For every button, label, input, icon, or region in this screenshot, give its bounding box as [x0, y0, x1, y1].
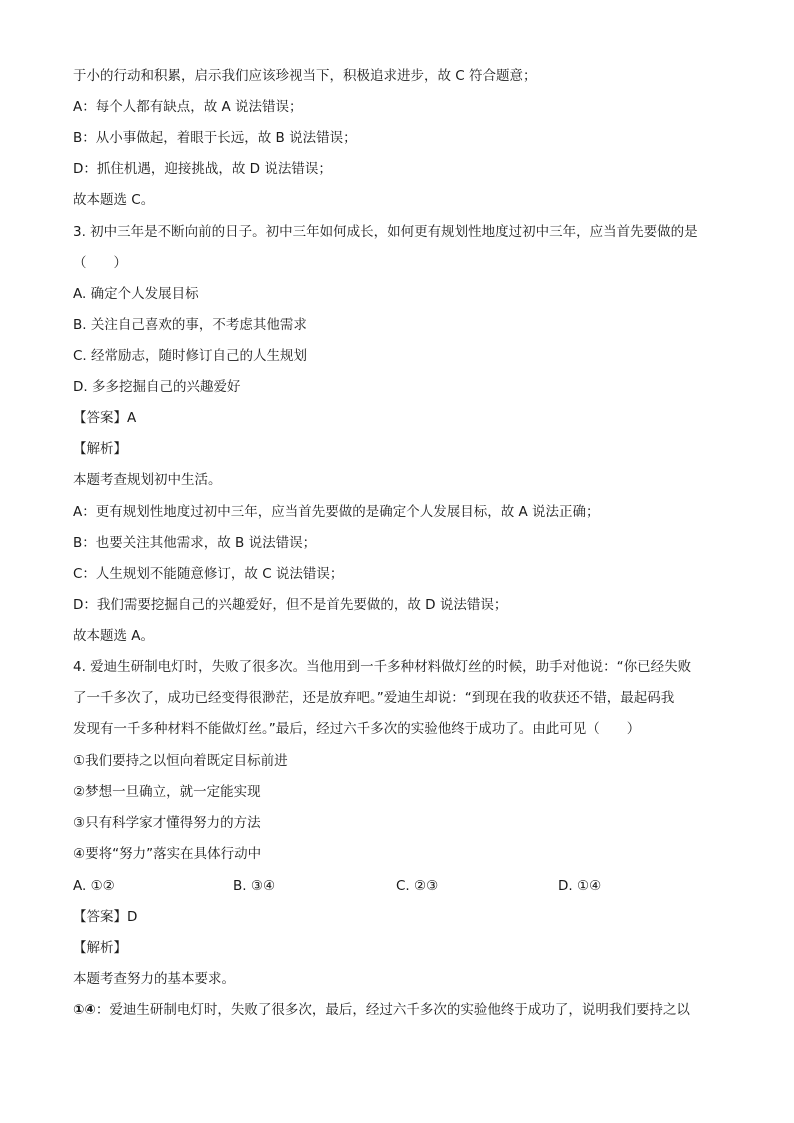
question-4-stem: 了一千多次了，成功已经变得很渺茫，还是放弃吧。”爱迪生却说：“到现在我的收获还不错，最起码我	[73, 690, 675, 706]
text-line: A：更有规划性地度过初中三年，应当首先要做的是确定个人发展目标，故 A 说法正确；	[73, 504, 600, 520]
option-b: B. 关注自己喜欢的事，不考虑其他需求	[73, 317, 307, 333]
text-line: 故本题选 C。	[73, 192, 155, 208]
text-line: A：每个人都有缺点，故 A 说法错误；	[73, 99, 303, 115]
answer-label: 【答案】A	[73, 410, 137, 426]
option-d: D. 多多挖掘自己的兴趣爱好	[73, 379, 241, 395]
choice-d: D. ①④	[558, 878, 602, 894]
choice-a: A. ①②	[73, 878, 115, 894]
option-c: C. 经常励志，随时修订自己的人生规划	[73, 348, 308, 364]
text-line	[73, 1000, 733, 1020]
text-line: B：从小事做起，着眼于长远，故 B 说法错误；	[73, 130, 357, 146]
text-line: 本题考查努力的基本要求。	[73, 971, 235, 987]
text-span: ：爱迪生研制电灯时，失败了很多次，最后，经过六千多次的实验他终于成功了，说明我们要持之以	[95, 1002, 690, 1018]
question-3-stem: 3. 初中三年是不断向前的日子。初中三年如何成长，如何更有规划性地度过初中三年，应当首先要做的是	[73, 224, 698, 240]
answer-label: 【答案】D	[73, 909, 138, 925]
text-line: D：抓住机遇，迎接挑战，故 D 说法错误；	[73, 161, 332, 177]
text-line: C：人生规划不能随意修订，故 C 说法错误；	[73, 566, 344, 582]
text-line: 故本题选 A。	[73, 628, 155, 644]
text-line: D：我们需要挖掘自己的兴趣爱好，但不是首先要做的，故 D 说法错误；	[73, 597, 508, 613]
question-4-stem: 发现有一千多种材料不能做灯丝。”最后，经过六千多次的实验他终于成功了。由此可见（ ）	[73, 721, 641, 737]
statement-3: ③只有科学家才懂得努力的方法	[73, 815, 261, 831]
text-line: B：也要关注其他需求，故 B 说法错误；	[73, 535, 317, 551]
option-a: A. 确定个人发展目标	[73, 286, 199, 302]
text-line: 本题考查规划初中生活。	[73, 472, 222, 488]
analysis-label: 【解析】	[73, 940, 127, 956]
choice-c: C. ②③	[396, 878, 439, 894]
bold-marker: ①④	[73, 1002, 96, 1018]
statement-2: ②梦想一旦确立，就一定能实现	[73, 784, 261, 800]
statement-4: ④要将“努力”落实在具体行动中	[73, 846, 262, 862]
analysis-label: 【解析】	[73, 441, 127, 457]
answer-blank: （ ）	[73, 255, 127, 271]
text-line: 于小的行动和积累，启示我们应该珍视当下，积极追求进步，故 C 符合题意；	[73, 68, 537, 84]
question-4-stem: 4. 爱迪生研制电灯时，失败了很多次。当他用到一千多种材料做灯丝的时候，助手对他说：“你已经失败	[73, 659, 692, 675]
statement-1: ①我们要持之以恒向着既定目标前进	[73, 753, 288, 769]
choice-b: B. ③④	[233, 878, 276, 894]
